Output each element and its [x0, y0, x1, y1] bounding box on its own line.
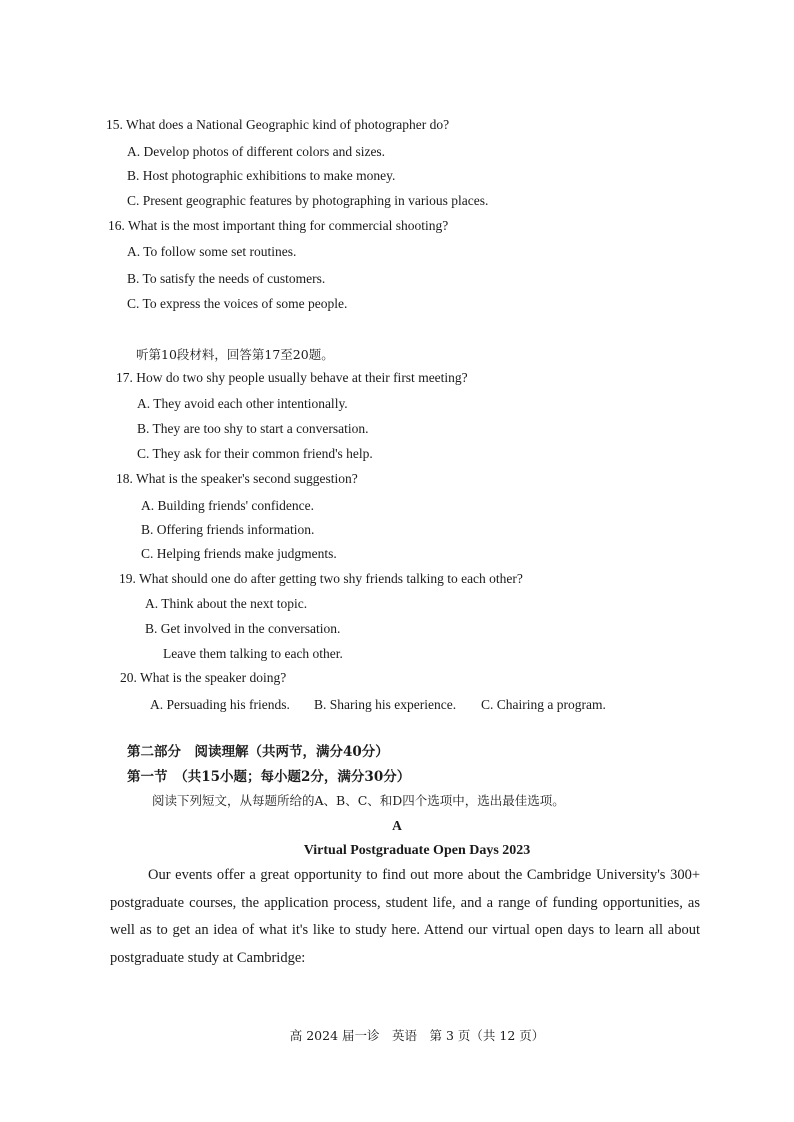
question-17-option-b: B. They are too shy to start a conversation.: [137, 421, 369, 436]
section-2-part-1-title: 第一节 （共15小题；每小题2分，满分30分）: [127, 769, 411, 785]
question-19-stem: 19. What should one do after getting two shy friends talking to each other?: [119, 571, 523, 586]
question-15-option-a: A. Develop photos of different colors and sizes.: [127, 144, 386, 159]
question-15-option-c: C. Present geographic features by photographing in various places.: [127, 193, 489, 208]
page-footer: 高 2024 届一诊 英语 第 3 页（共 12 页）: [289, 1028, 545, 1043]
question-18-stem: 18. What is the speaker's second suggestion?: [116, 471, 358, 486]
question-16-option-b: B. To satisfy the needs of customers.: [127, 271, 326, 286]
question-18-option-c: C. Helping friends make judgments.: [141, 546, 337, 561]
question-17-option-c: C. They ask for their common friend's help.: [137, 446, 373, 461]
passage-title: Virtual Postgraduate Open Days 2023: [303, 843, 531, 858]
question-20-option-c: C. Chairing a program.: [481, 697, 606, 712]
passage-label: A: [392, 818, 402, 833]
section-2-title: 第二部分 阅读理解（共两节，满分40分）: [127, 744, 389, 760]
question-17-option-a: A. They avoid each other intentionally.: [137, 396, 348, 411]
question-15-option-b: B. Host photographic exhibitions to make money.: [127, 168, 396, 183]
question-16-stem: 16. What is the most important thing for commercial shooting?: [108, 218, 449, 233]
question-19-option-a: A. Think about the next topic.: [145, 596, 308, 611]
question-18-option-b: B. Offering friends information.: [141, 522, 315, 537]
question-16-option-c: C. To express the voices of some people.: [127, 296, 348, 311]
question-16-option-a: A. To follow some set routines.: [127, 244, 297, 259]
reading-instruction: 阅读下列短文，从每题所给的A、B、C、和D四个选项中，选出最佳选项。: [152, 793, 565, 808]
question-20-stem: 20. What is the speaker doing?: [120, 670, 287, 685]
question-20-option-b: B. Sharing his experience.: [314, 697, 457, 712]
question-18-option-a: A. Building friends' confidence.: [141, 498, 315, 513]
question-17-stem: 17. How do two shy people usually behave at their first meeting?: [116, 370, 468, 385]
question-15-stem: 15. What does a National Geographic kind of photographer do?: [106, 117, 450, 132]
question-20-option-a: A. Persuading his friends.: [150, 697, 290, 712]
question-19-option-b: B. Get involved in the conversation.: [145, 621, 341, 636]
passage-paragraph: Our events offer a great opportunity to find out more about the Cambridge University's 300+ postgraduate courses, the application process, student life, and a range of funding opportunities, as well as to get an idea of what it's like to study here. Attend our virtual open days to learn all about postgraduate study at Cambridge:: [110, 867, 700, 966]
listening-instruction: 听第10段材料，回答第17至20题。: [136, 347, 334, 362]
question-19-option-c: Leave them talking to each other.: [163, 646, 343, 661]
